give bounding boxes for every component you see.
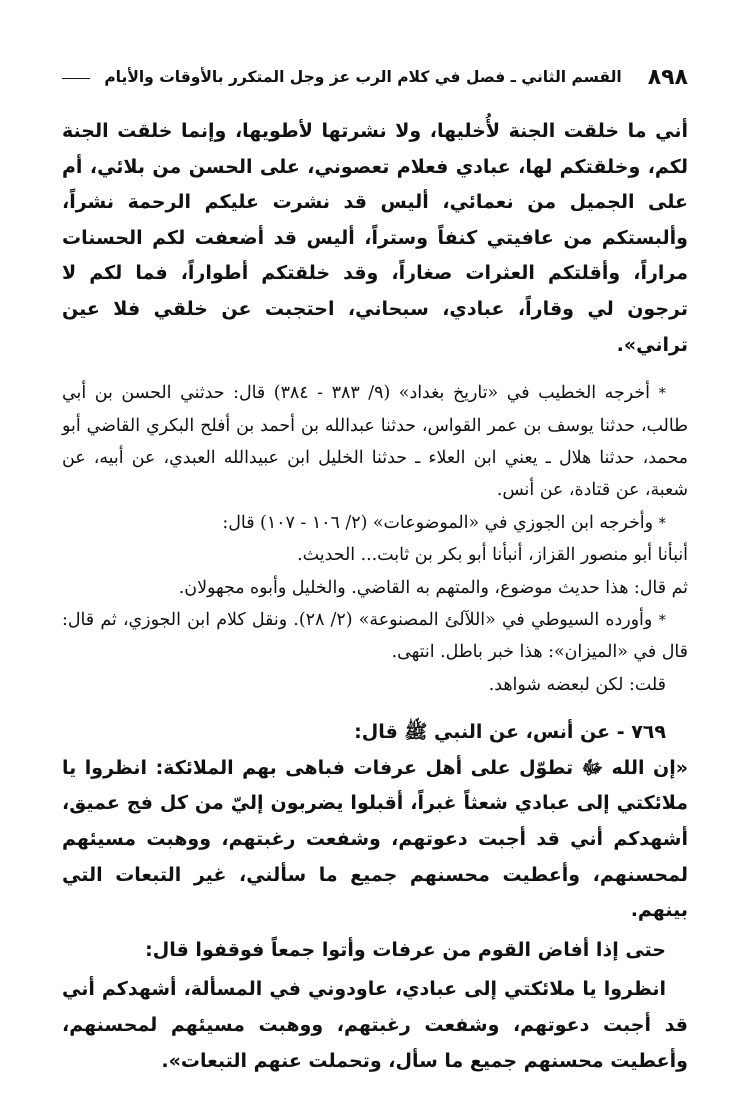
takhrij-paragraph-6: قلت: لكن لبعضه شواهد. bbox=[488, 674, 666, 695]
takhrij-paragraph-3: أنبأنا أبو منصور القزاز، أنبأنا أبو بكر بن ثابت... الحديث. bbox=[297, 545, 688, 566]
hadith-769-paragraph-3: انظروا يا ملائكتي إلى عبادي، عاودوني في المسألة، أشهدكم أني قد أجبت دعوتهم، وشفعت رغبتهم، ووهبت مسيئهم لمحسنهم، وأعطيت محسنهم جميع ما سأل، وتحملت عنهم التبعات». bbox=[62, 978, 688, 1072]
asterisk-icon: * bbox=[658, 513, 666, 532]
hadith-769-title: ٧٦٩ - عن أنس، عن النبي ﷺ قال: bbox=[354, 721, 666, 744]
asterisk-icon: * bbox=[658, 384, 667, 403]
takhrij-paragraph-5: * وأورده السيوطي في «اللآلئ المصنوعة» (٢/ ٢٨). ونقل كلام ابن الجوزي، ثم قال: قال في «الميزان»: هذا خبر باطل. انتهى. bbox=[62, 610, 688, 663]
takhrij-section bbox=[62, 377, 688, 701]
page-header bbox=[62, 60, 688, 94]
asterisk-icon: * bbox=[658, 611, 666, 629]
page-number: ٨٩٨ bbox=[647, 64, 688, 90]
running-title: القسم الثاني ـ فصل في كلام الرب عز وجل المتكرر بالأوقات والأيام bbox=[104, 68, 622, 86]
hadith-768-text-block bbox=[62, 114, 688, 363]
hadith-768-text: أني ما خلقت الجنة لأُخليها، ولا نشرتها لأطويها، وإنما خلقت الجنة لكم، وخلقتكم لها، عبادي فعلام تعصوني، على الحسن من بلائي، أم على الجميل من نعمائي، أليس قد نشرت عليكم الرحمة نشراً، وألبستكم من عافيتي كنفاً وستراً، أليس قد أضعفت لكم الحسنات مراراً، وأقلتكم العثرات صغاراً، وقد خلقتكم أطواراً، فما لكم لا ترجون لي وقاراً، عبادي، سبحاني، احتجبت عن خلقي فلا عين تراني». bbox=[62, 120, 688, 356]
header-rule bbox=[62, 78, 90, 79]
takhrij-paragraph-4: ثم قال: هذا حديث موضوع، والمتهم به القاضي. والخليل وأبوه مجهولان. bbox=[178, 577, 688, 598]
takhrij-paragraph-1: * أخرجه الخطيب في «تاريخ بغداد» (٩/ ٣٨٣ - ٣٨٤) قال: حدثني الحسن بن أبي طالب، حدثنا يوسف بن عمر القواس، حدثنا عبدالله بن أحمد بن أفلح البكري القاضي أبو محمد، حدثنا هلال ـ يعني ابن العلاء ـ حدثنا الخليل ابن عبيدالله العبدي، عن أبيه، عن شعبة، عن قتادة، عن أنس. bbox=[62, 383, 688, 501]
takhrij-paragraph-2: * وأخرجه ابن الجوزي في «الموضوعات» (٢/ ١٠٦ - ١٠٧) قال: bbox=[222, 512, 666, 533]
hadith-769-paragraph-1: «إن الله ﷻ تطوّل على أهل عرفات فباهى بهم الملائكة: انظروا يا ملائكتي إلى عبادي شعثاً غبراً، أقبلوا يضربون إليّ من كل فج عميق، أشهدكم أني قد أجبت دعوتهم، وشفعت رغبتهم، ووهبت مسيئهم لمحسنهم، وأعطيت محسنهم جميع ما سألني، غير التبعات التي بينهم. bbox=[62, 756, 688, 922]
hadith-769-block bbox=[62, 715, 688, 1079]
hadith-769-paragraph-2: حتى إذا أفاض القوم من عرفات وأتوا جمعاً فوقفوا قال: bbox=[145, 938, 666, 961]
